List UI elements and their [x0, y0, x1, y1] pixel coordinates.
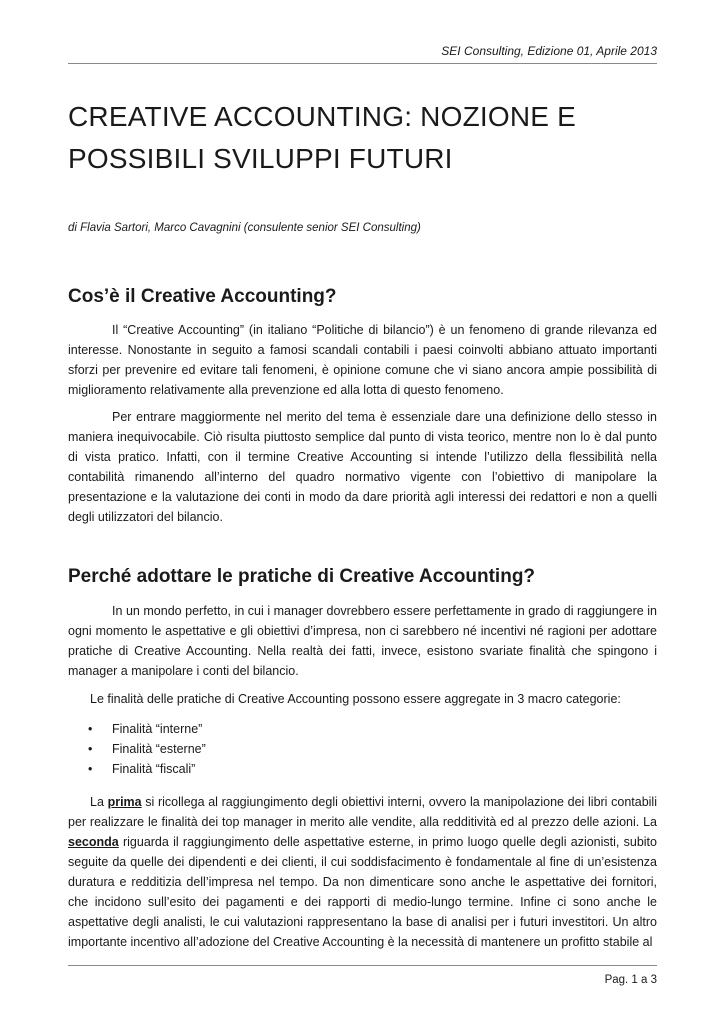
purpose-categories-list [68, 719, 206, 779]
paragraph: Il “Creative Accounting” (in italiano “Politiche di bilancio”) è un fenomeno di grande rilevanza ed interesse. Nonostante in seguito a famosi scandali contabili i paesi coinvolti abbiano attuato importanti sforzi per prevenire ed evitare tali fenomeni, è opinione comune che vi siano ancora ampie possibilità di miglioramento relativamente alla prevenzione ed alla lotta di questo fenomeno. [68, 323, 657, 397]
document-title [68, 96, 668, 180]
list-item [68, 759, 206, 779]
header-divider [68, 63, 657, 64]
paragraph: Per entrare maggiormente nel merito del tema è essenziale dare una definizione dello stesso in maniera inequivocabile. Ciò risulta piuttosto semplice dal punto di vista teorico, mentre non lo è dal punto di vista pratico. Infatti, con il termine Creative Accounting si intende l’utilizzo della flessibilità nella contabilità rimanendo all’interno del quadro normativo vigente con l’obiettivo di manipolare la presentazione e la valutazione dei conti in modo da dare priorità agli interessi dei redattori e non a quelli degli utilizzatori del bilancio. [68, 410, 657, 524]
section-heading-what-is: Cos’è il Creative Accounting? [68, 286, 337, 307]
paragraph: In un mondo perfetto, in cui i manager dovrebbero essere perfettamente in grado di raggiungere in ogni momento le aspettative e gli obiettivi d’impresa, non ci sarebbero né incentivi né ragioni per adottare pratiche di Creative Accounting. Nella realtà dei fatti, invece, esistono svariate finalità che spingono i manager a manipolare i conti del bilancio. [68, 604, 657, 678]
paragraph: Le finalità delle pratiche di Creative Accounting possono essere aggregate in 3 macro categorie: [90, 692, 621, 706]
emphasis-second: seconda [68, 835, 119, 849]
footer-divider [68, 965, 657, 966]
list-item-label: Finalità “fiscali” [112, 762, 196, 776]
bullet-icon: • [88, 722, 93, 736]
authors-line: di Flavia Sartori, Marco Cavagnini (consulente senior SEI Consulting) [68, 222, 421, 234]
running-header: SEI Consulting, Edizione 01, Aprile 2013 [441, 44, 657, 58]
page-number: Pag. 1 a 3 [604, 974, 657, 986]
text-run: si ricollega al raggiungimento degli obiettivi interni, ovvero la manipolazione dei libri contabili per realizzare le finalità dei top manager in merito alle vendite, alla redditività ed al prezzo delle azioni. La [68, 795, 657, 829]
list-item-label: Finalità “esterne” [112, 742, 206, 756]
list-item-label: Finalità “interne” [112, 722, 203, 736]
title-line-2: POSSIBILI SVILUPPI FUTURI [68, 143, 453, 174]
emphasis-first: prima [107, 795, 142, 809]
list-item [68, 739, 206, 759]
text-run: La [90, 795, 108, 809]
section-heading-why-adopt: Perché adottare le pratiche di Creative Accounting? [68, 566, 536, 587]
list-item [68, 719, 206, 739]
bullet-icon: • [88, 742, 93, 756]
bullet-icon: • [88, 762, 93, 776]
paragraph [68, 792, 657, 952]
text-run: riguarda il raggiungimento delle aspettative esterne, in primo luogo quelle degli azionisti, subito seguite da quelle dei dipendenti e dei clienti, il cui soddisfacimento è fondamentale al fine di un’esistenza duratura e redditizia dell’impresa nel tempo. Da non dimenticare sono anche le aspettative dei fornitori, che incidono sull’esito dei pagamenti e dei rapporti di medio-lungo termine. Infine ci sono anche le aspettative degli analisti, le cui valutazioni rappresentano la base di analisi per i futuri investitori. Un altro importante incentivo all’adozione del Creative Accounting è la necessità di mantenere un profitto stabile al [68, 835, 657, 949]
title-line-1: CREATIVE ACCOUNTING: NOZIONE E [68, 101, 576, 132]
